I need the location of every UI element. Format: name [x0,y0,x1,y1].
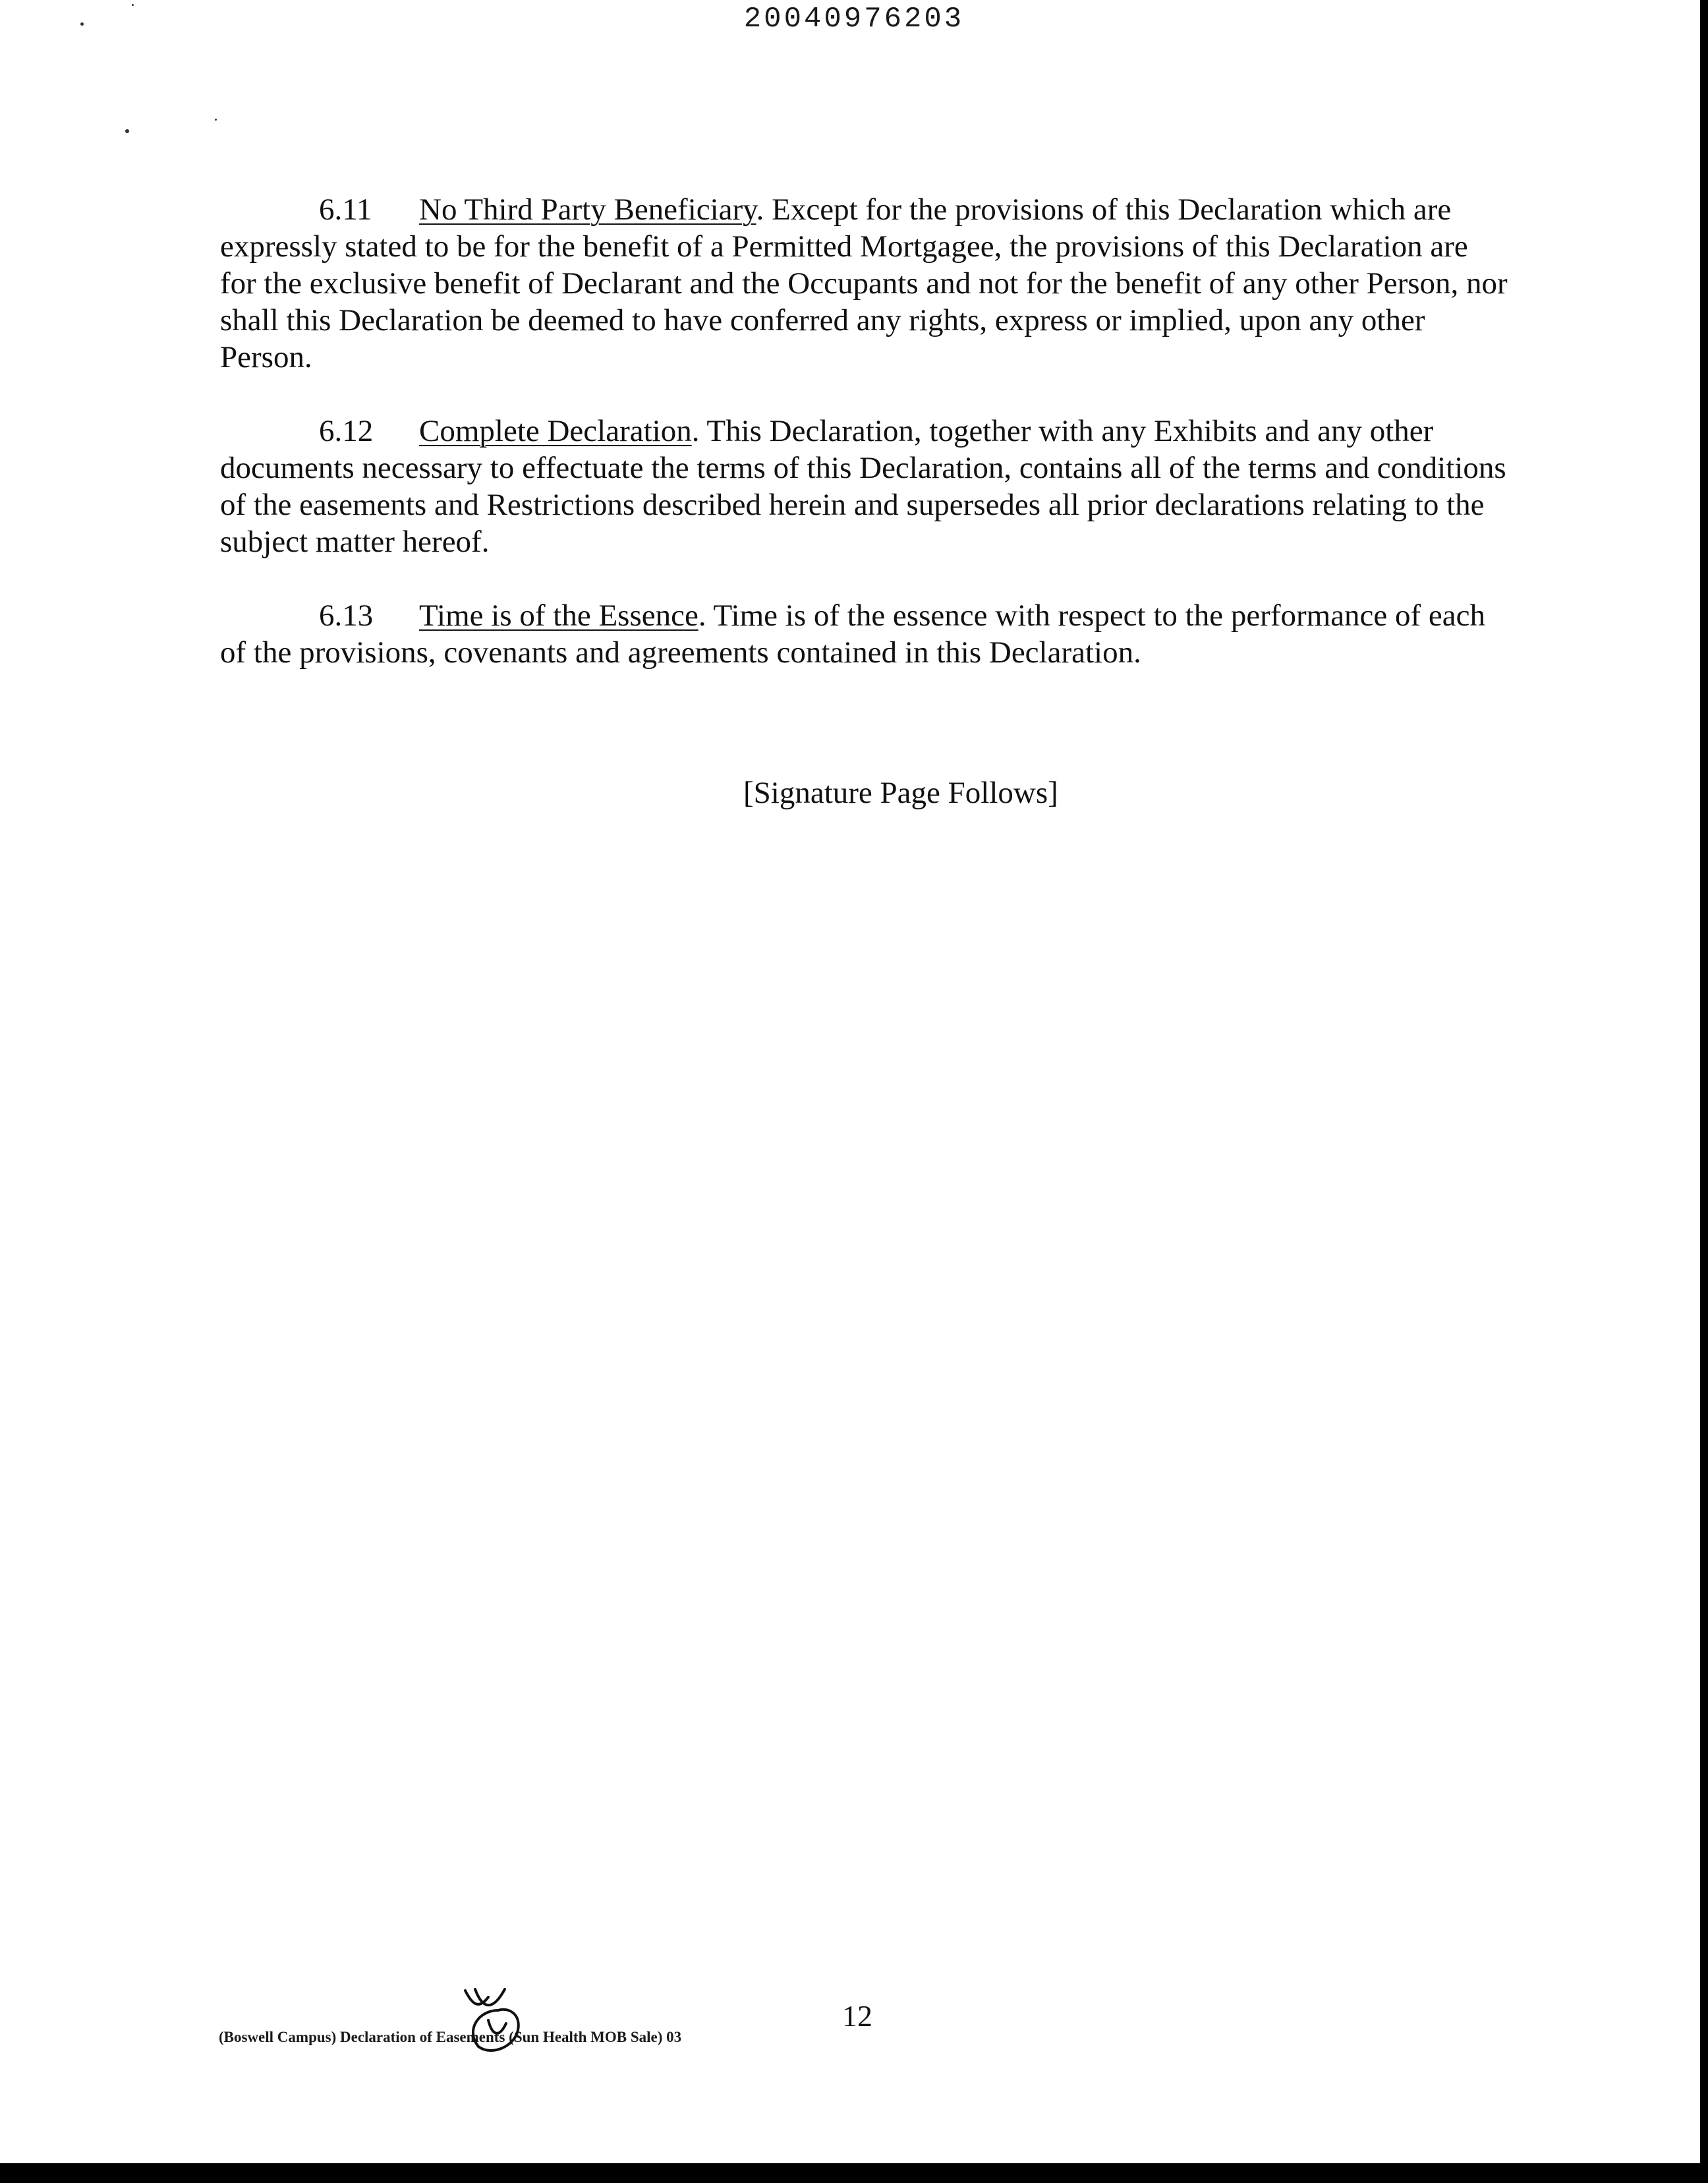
section-6-13 [220,597,1512,671]
section-number: 6.11 [319,192,372,227]
section-number: 6.12 [319,414,374,448]
scan-edge-bottom [0,2163,1708,2183]
section-heading: Complete Declaration [419,414,692,448]
section-6-12 [220,413,1512,560]
scan-speck [132,4,134,6]
signature-page-note: [Signature Page Follows] [743,776,1058,810]
section-body: . This Declaration, together with any Exhibits and any other documents necessary to effectuate the terms of this Declaration, contains all of the terms and conditions of the easements and Restrictions described herein and supersedes all prior declarations relating to the subject matter hereof. [220,414,1506,559]
scan-speck [80,22,84,26]
scan-speck [215,119,217,121]
scan-speck [125,129,129,133]
section-number: 6.13 [319,598,374,633]
page-number: 12 [842,1999,872,2033]
scan-edge-right [1700,0,1708,2183]
section-heading: Time is of the Essence [419,598,698,633]
section-body: . Except for the provisions of this Declaration which are expressly stated to be for the benefit of a Permitted Mortgagee, the provisions of this Declaration are for the exclusive benefit of Declarant and the Occupants and not for the benefit of any other Person, nor shall this Declaration be deemed to have conferred any rights, express or implied, upon any other Person. [220,192,1508,374]
section-heading: No Third Party Beneficiary [419,192,756,227]
recording-number: 20040976203 [743,3,965,36]
handwritten-initials [452,1984,531,2056]
footer-reference: (Boswell Campus) Declaration of Easements (Sun Health MOB Sale) 03 [219,2029,682,2045]
section-body: . Time is of the essence with respect to the performance of each of the provisions, covenants and agreements contained in this Declaration. [220,598,1486,670]
section-6-11 [220,191,1512,376]
